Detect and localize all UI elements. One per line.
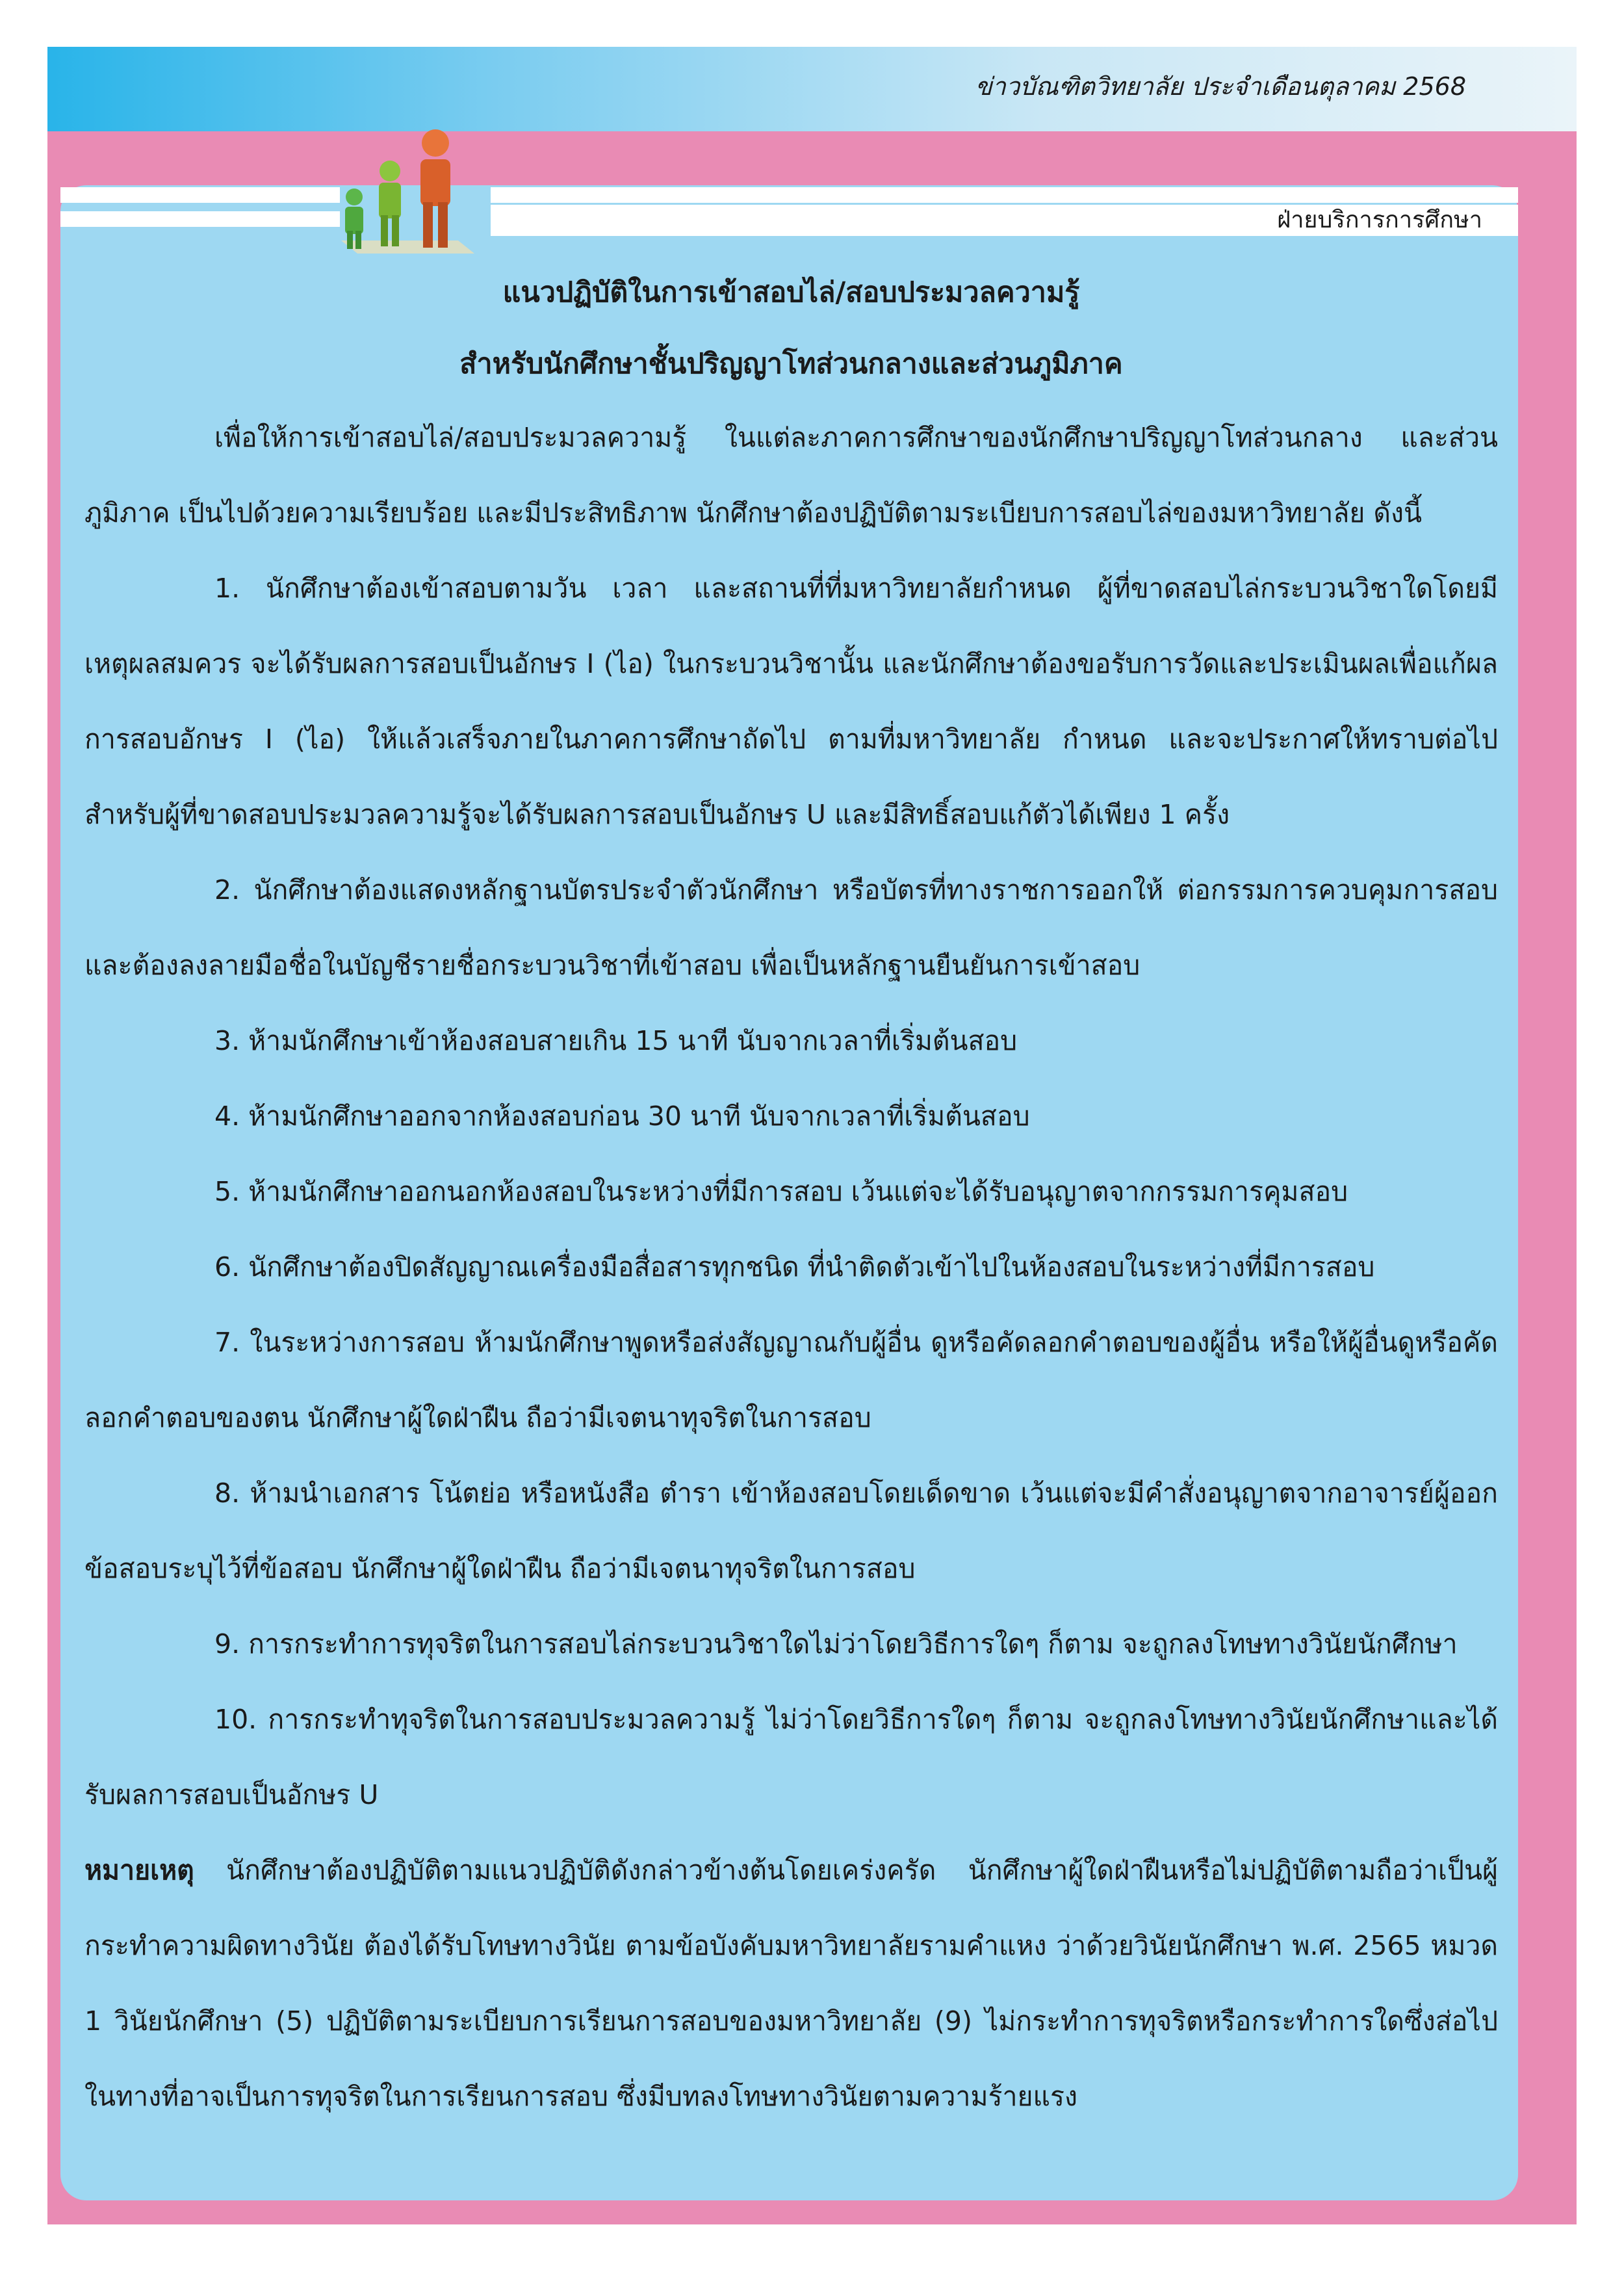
rule-item: 1. นักศึกษาต้องเข้าสอบตามวัน เวลา และสถานที่ที่มหาวิทยาลัยกำหนด ผู้ที่ขาดสอบไล่กระบวนวิชาใดโดยมีเหตุผลสมควร จะได้รับผลการสอบเป็นอักษร I (ไอ) ในกระบวนวิชานั้น และนักศึกษาต้องขอรับการวัดและประเมินผลเพื่อแก้ผลการสอบอักษร I (ไอ) ให้แล้วเสร็จภายในภาคการศึกษาถัดไป ตามที่มหาวิทยาลัย กำหนด และจะประกาศให้ทราบต่อไป สำหรับผู้ที่ขาดสอบประมวลความรู้จะได้รับผลการสอบเป็นอักษร U และมีสิทธิ์สอบแก้ตัวได้เพียง 1 ครั้ง	[84, 573, 1498, 830]
article-title-line1: แนวปฏิบัติในการเข้าสอบไล่/สอบประมวลความรู้	[502, 276, 1080, 309]
article	[84, 257, 1498, 2134]
rule-item: 8. ห้ามนำเอกสาร โน้ตย่อ หรือหนังสือ ตำรา เข้าห้องสอบโดยเด็ดขาด เว้นแต่จะมีคำสั่งอนุญาตจากอาจารย์ผู้ออกข้อสอบระบุไว้ที่ข้อสอบ นักศึกษาผู้ใดฝ่าฝืน ถือว่ามีเจตนาทุจริตในการสอบ	[84, 1478, 1498, 1584]
rule-item: 2. นักศึกษาต้องแสดงหลักฐานบัตรประจำตัวนักศึกษา หรือบัตรที่ทางราชการออกให้ ต่อกรรมการควบคุมการสอบ และต้องลงลายมือชื่อในบัญชีรายชื่อกระบวนวิชาที่เข้าสอบ เพื่อเป็นหลักฐานยืนยันการเข้าสอบ	[84, 874, 1498, 981]
department-label: ฝ่ายบริการการศึกษา	[491, 205, 1518, 236]
decor-stripe	[60, 187, 340, 203]
rule-item: 10. การกระทำทุจริตในการสอบประมวลความรู้ ไม่ว่าโดยวิธีการใดๆ ก็ตาม จะถูกลงโทษทางวินัยนักศึกษาและได้รับผลการสอบเป็นอักษร U	[84, 1704, 1498, 1810]
decor-stripe	[60, 211, 340, 227]
article-title-line2: สำหรับนักศึกษาชั้นปริญญาโทส่วนกลางและส่วนภูมิภาค	[459, 348, 1123, 380]
rule-item: 7. ในระหว่างการสอบ ห้ามนักศึกษาพูดหรือส่งสัญญาณกับผู้อื่น ดูหรือคัดลอกคำตอบของผู้อื่น หรือให้ผู้อื่นดูหรือคัดลอกคำตอบของตน นักศึกษาผู้ใดฝ่าฝืน ถือว่ามีเจตนาทุจริตในการสอบ	[84, 1327, 1498, 1433]
newsletter-title: ข่าวบัณฑิตวิทยาลัย ประจำเดือนตุลาคม 2568	[975, 72, 1466, 101]
rule-item: 9. การกระทำการทุจริตในการสอบไล่กระบวนวิชาใดไม่ว่าโดยวิธีการใดๆ ก็ตาม จะถูกลงโทษทางวินัยนักศึกษา	[214, 1628, 1458, 1660]
rule-item: 3. ห้ามนักศึกษาเข้าห้องสอบสายเกิน 15 นาที นับจากเวลาที่เริ่มต้นสอบ	[214, 1025, 1018, 1056]
people-group-icon	[328, 127, 484, 257]
rule-item: 6. นักศึกษาต้องปิดสัญญาณเครื่องมือสื่อสารทุกชนิด ที่นำติดตัวเข้าไปในห้องสอบในระหว่างที่มีการสอบ	[214, 1251, 1375, 1283]
header-band	[47, 47, 1577, 131]
article-intro: เพื่อให้การเข้าสอบไล่/สอบประมวลความรู้ ในแต่ละภาคการศึกษาของนักศึกษาปริญญาโทส่วนกลาง และส่วนภูมิภาค เป็นไปด้วยความเรียบร้อย และมีประสิทธิภาพ นักศึกษาต้องปฏิบัติตามระเบียบการสอบไล่ของมหาวิทยาลัย ดังนี้	[84, 422, 1498, 528]
article-note	[84, 1832, 1498, 2134]
rule-item: 5. ห้ามนักศึกษาออกนอกห้องสอบในระหว่างที่มีการสอบ เว้นแต่จะได้รับอนุญาตจากกรรมการคุมสอบ	[214, 1176, 1348, 1207]
rule-item: 4. ห้ามนักศึกษาออกจากห้องสอบก่อน 30 นาที นับจากเวลาที่เริ่มต้นสอบ	[214, 1101, 1030, 1132]
note-label: หมายเหตุ	[84, 1855, 194, 1886]
note-text: นักศึกษาต้องปฏิบัติตามแนวปฏิบัติดังกล่าวข้างต้นโดยเคร่งครัด นักศึกษาผู้ใดฝ่าฝืนหรือไม่ปฏิบัติตามถือว่าเป็นผู้กระทำความผิดทางวินัย ต้องได้รับโทษทางวินัย ตามข้อบังคับมหาวิทยาลัยรามคำแหง ว่าด้วยวินัยนักศึกษา พ.ศ. 2565 หมวด 1 วินัยนักศึกษา (5) ปฏิบัติตามระเบียบการเรียนการสอบของมหาวิทยาลัย (9) ไม่กระทำการทุจริตหรือกระทำการใดซึ่งส่อไปในทางที่อาจเป็นการทุจริตในการเรียนการสอบ ซึ่งมีบทลงโทษทางวินัยตามความร้ายแรง	[84, 1855, 1498, 2112]
decor-stripe	[491, 187, 1518, 203]
